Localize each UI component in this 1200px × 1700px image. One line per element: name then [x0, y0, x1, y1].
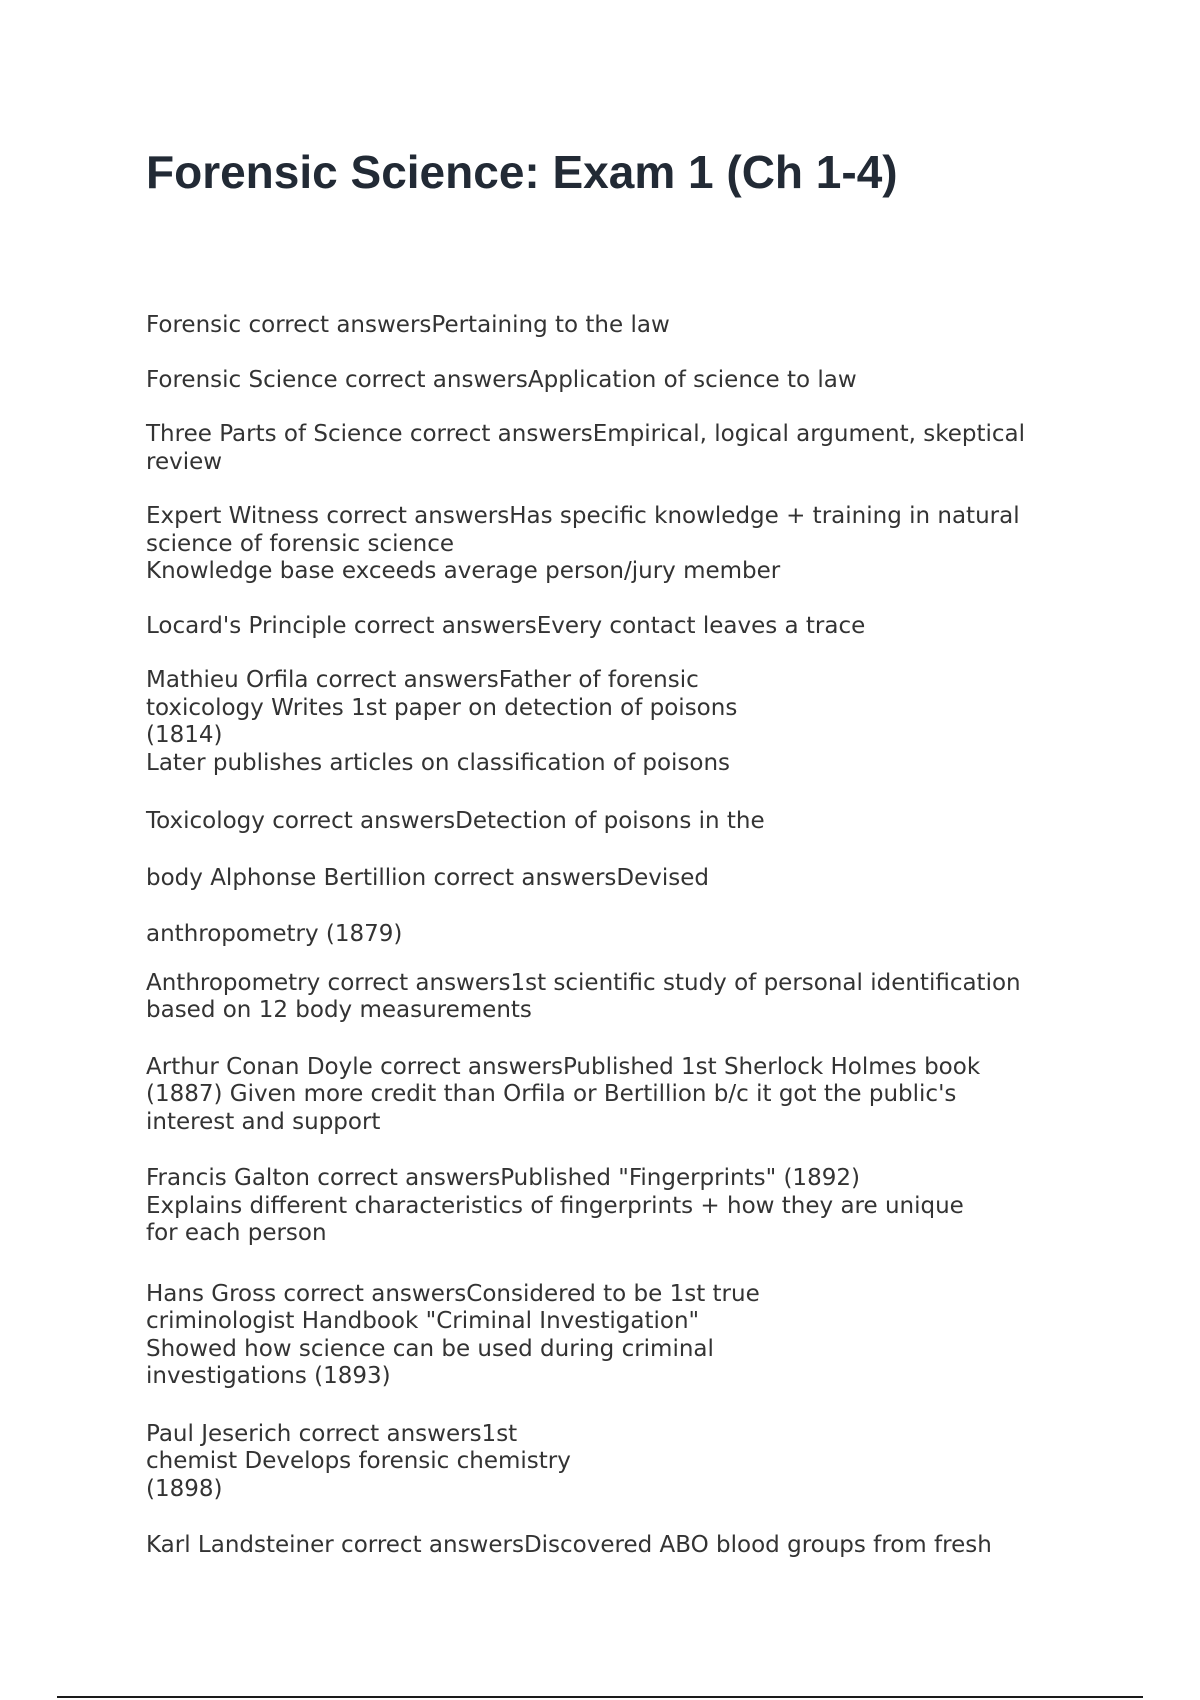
entry-line: Arthur Conan Doyle correct answersPublished 1st Sherlock Holmes book	[146, 1053, 981, 1080]
entry-anthropometry-date	[146, 921, 1086, 949]
entry-arthur-conan-doyle	[146, 1054, 1086, 1137]
entry-line: (1898)	[146, 1475, 223, 1502]
entry-line: Expert Witness correct answersHas specific knowledge + training in natural	[146, 503, 1020, 529]
entry-line: criminologist Handbook "Criminal Investigation"	[146, 1308, 700, 1334]
entry-line: Knowledge base exceeds average person/jury member	[146, 558, 781, 584]
entry-paul-jeserich	[146, 1421, 1086, 1504]
entry-toxicology	[146, 808, 1086, 836]
entry-karl-landsteiner	[146, 1532, 1086, 1560]
entry-locards-principle	[146, 613, 1086, 641]
entry-francis-galton	[146, 1165, 1086, 1248]
entry-line: anthropometry (1879)	[146, 921, 403, 947]
entry-line: Karl Landsteiner correct answersDiscovered ABO blood groups from fresh	[146, 1532, 992, 1558]
entry-line: science of forensic science	[146, 530, 455, 557]
entry-line: Forensic correct answersPertaining to the law	[146, 312, 670, 338]
entry-line: Three Parts of Science correct answersEmpirical, logical argument, skeptical	[146, 421, 1026, 447]
entry-line: based on 12 body measurements	[146, 997, 532, 1023]
entry-line: Locard's Principle correct answersEvery contact leaves a trace	[146, 612, 866, 639]
entry-three-parts-of-science	[146, 421, 1086, 476]
entry-alphonse-bertillion	[146, 865, 1086, 893]
entry-line: for each person	[146, 1220, 327, 1246]
entry-forensic-science	[146, 367, 1086, 395]
entry-line: Hans Gross correct answersConsidered to be 1st true	[146, 1280, 760, 1307]
entry-forensic	[146, 312, 1086, 340]
entry-line: (1814)	[146, 722, 223, 748]
entry-hans-gross	[146, 1281, 1086, 1391]
entry-line: Mathieu Orfila correct answersFather of forensic	[146, 667, 699, 693]
entry-mathieu-orfila	[146, 667, 1086, 777]
entry-line: review	[146, 448, 223, 475]
entry-line: Paul Jeserich correct answers1st	[146, 1420, 518, 1447]
entry-line: Francis Galton correct answersPublished "Fingerprints" (1892)	[146, 1165, 860, 1191]
entry-line: body Alphonse Bertillion correct answersDevised	[146, 864, 710, 891]
entry-line: Later publishes articles on classification of poisons	[146, 749, 731, 776]
entry-anthropometry	[146, 970, 1086, 1025]
entry-line: Anthropometry correct answers1st scientific study of personal identification	[146, 969, 1021, 996]
footer-divider	[57, 1696, 1143, 1698]
entry-list	[146, 312, 1086, 1560]
entry-line: interest and support	[146, 1108, 381, 1135]
entry-line: toxicology Writes 1st paper on detection of poisons	[146, 694, 738, 721]
entry-line: Toxicology correct answersDetection of poisons in the	[146, 808, 765, 834]
entry-line: Explains different characteristics of fingerprints + how they are unique	[146, 1192, 964, 1219]
entry-line: (1887) Given more credit than Orfila or Bertillion b/c it got the public's	[146, 1081, 957, 1107]
entry-line: Showed how science can be used during criminal	[146, 1335, 714, 1362]
entry-expert-witness	[146, 503, 1086, 586]
page-title: Forensic Science: Exam 1 (Ch 1-4)	[146, 146, 898, 198]
entry-line: Forensic Science correct answersApplication of science to law	[146, 366, 857, 393]
entry-line: chemist Develops forensic chemistry	[146, 1448, 571, 1474]
entry-line: investigations (1893)	[146, 1363, 391, 1389]
